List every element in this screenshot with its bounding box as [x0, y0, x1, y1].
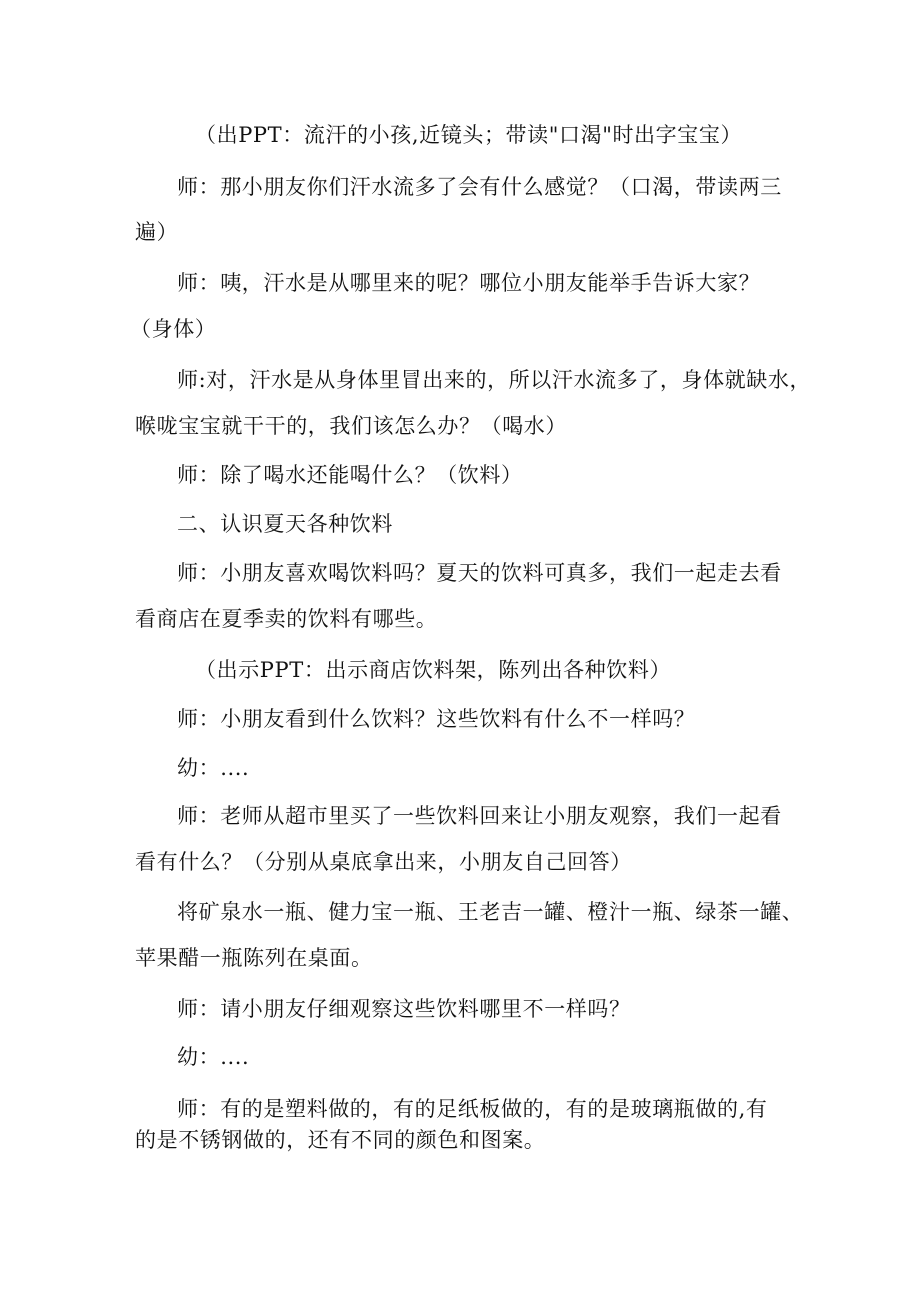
- teacher-line-where-sweat: 师：咦，汗水是从哪里来的呢？哪位小朋友能举手告诉大家？: [177, 271, 761, 295]
- teacher-line-see-drinks: 师：小朋友看到什么饮料？这些饮料有什么不一样吗？: [177, 707, 696, 731]
- instruction-display-drinks: 将矿泉水一瓶、健力宝一瓶、王老吉一罐、橙汁一瓶、绿茶一罐、: [177, 900, 804, 924]
- teacher-line-thirsty: 师：那小朋友你们汗水流多了会有什么感觉？（口渴，带读两三: [177, 175, 782, 199]
- answer-body: （身体）: [130, 317, 217, 341]
- section-heading-summer-drinks: 二、认识夏天各种饮料: [177, 512, 393, 536]
- teacher-line-materials: 师：有的是塑料做的，有的足纸板做的，有的是玻璃瓶做的,有: [177, 1097, 768, 1121]
- teacher-line-like-drinks-cont: 看商店在夏季卖的饮料有哪些。: [135, 607, 438, 631]
- stage-direction-ppt-sweat: （出PPT：流汗的小孩,近镜头；带读"口渴"时出字宝宝）: [195, 123, 743, 147]
- instruction-display-drinks-cont: 苹果醋一瓶陈列在桌面。: [135, 946, 373, 970]
- child-response-1: 幼：....: [177, 756, 250, 780]
- teacher-line-besides-water: 师：除了喝水还能喝什么？（饮料）: [177, 463, 523, 487]
- stage-direction-ppt-shelf: （出示PPT：出示商店饮料架，陈列出各种饮料）: [195, 658, 672, 682]
- teacher-line-observe: 师：请小朋友仔细观察这些饮料哪里不一样吗？: [177, 997, 631, 1021]
- teacher-line-body-water: 师:对，汗水是从身体里冒出来的，所以汗水流多了，身体就缺水，: [177, 368, 812, 392]
- teacher-line-like-drinks: 师：小朋友喜欢喝饮料吗？夏天的饮料可真多，我们一起走去看: [177, 561, 782, 585]
- teacher-line-bought-drinks: 师：老师从超市里买了一些饮料回来让小朋友观察，我们一起看: [177, 804, 782, 828]
- teacher-line-bought-drinks-cont: 看有什么？（分别从桌底拿出来，小朋友自己回答）: [135, 850, 632, 874]
- teacher-line-materials-cont: 的是不锈钢做的，还有不同的颜色和图案。: [135, 1128, 546, 1152]
- teacher-line-thirsty-cont: 遍）: [135, 220, 179, 244]
- child-response-2: 幼：....: [177, 1045, 250, 1069]
- teacher-line-body-water-cont: 喉咙宝宝就干干的，我们该怎么办？（喝水）: [135, 414, 567, 438]
